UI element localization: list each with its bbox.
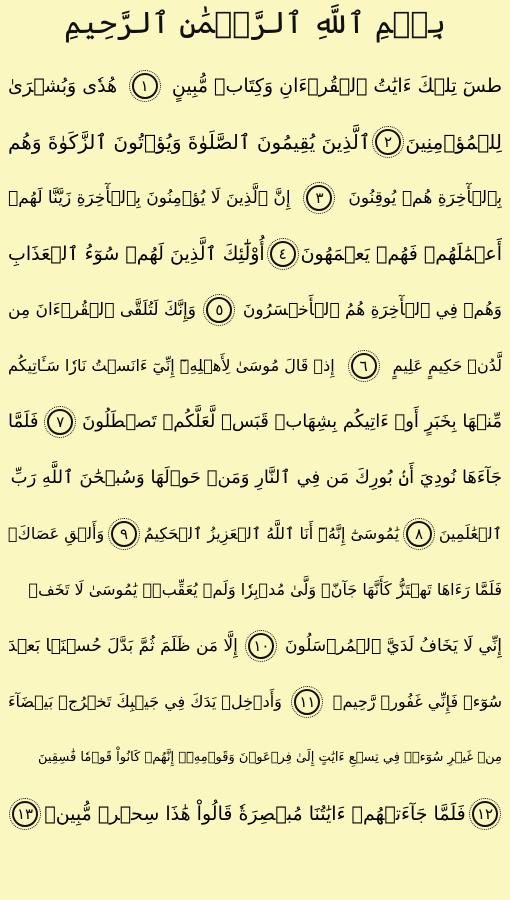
verse-text: مِّنۡهَا بِخَبَرٍ أَوۡ ءَاتِيكُم بِشِهَابٖ قَبَسٖ لَّعَلَّكُمۡ تَصۡطَلُونَ: [82, 411, 502, 432]
ayah-number-marker: ١١: [294, 689, 320, 715]
verse-text: ٱلَّذِينَ يُقِيمُونَ ٱلصَّلَوٰةَ وَيُؤۡتُونَ ٱلزَّكَوٰةَ وَهُم: [8, 130, 371, 154]
ayah-number-marker: ٥: [206, 297, 232, 323]
verse-line: [8, 730, 502, 786]
verse-text: فَلَمَّا جَآءَتۡهُمۡ ءَايَٰتُنَا مُبۡصِرَةٗ قَالُواْ هَٰذَا سِحۡرٞ مُّبِينٞ: [44, 803, 466, 825]
ayah-number-marker: ١٠: [248, 633, 274, 659]
verse-line: [8, 282, 502, 338]
basmala: بِسۡمِ ٱللَّهِ ٱلرَّحۡمَٰنِ ٱلرَّحِيمِ: [64, 6, 446, 41]
verse-text: إِنِّي لَا يَخَافُ لَدَيَّ ٱلۡمُرۡسَلُونَ: [285, 636, 502, 656]
page-header: [0, 0, 510, 48]
ayah-number-marker: ٧: [47, 409, 73, 435]
verse-text: وَأَلۡقِ عَصَاكَۚ: [8, 524, 105, 543]
ayah-number-marker: ٤: [270, 241, 296, 267]
ayah-number-marker: ٩: [111, 521, 137, 547]
verse-text: وَإِنَّكَ لَتُلَقَّى ٱلۡقُرۡءَانَ مِن: [8, 300, 196, 320]
verse-text: لَّدُنۡ حَكِيمٍ عَلِيمٍ: [392, 356, 502, 375]
verse-text: طسٓ تِلۡكَ ءَايَٰتُ ٱلۡقُرۡءَانِ وَكِتَابٖ مُّبِينٍ: [171, 75, 502, 97]
verse-line: [8, 394, 502, 450]
verse-text: أُوْلَٰٓئِكَ ٱلَّذِينَ لَهُمۡ سُوٓءُ ٱلۡعَذَابِ: [8, 243, 265, 265]
verse-text: إِنَّ ٱلَّذِينَ لَا يُؤۡمِنُونَ بِٱلۡأٓخِرَةِ زَيَّنَّا لَهُمۡ: [8, 188, 291, 208]
ayah-number-marker: ٦: [351, 353, 377, 379]
verse-text: إِلَّا مَن ظَلَمَ ثُمَّ بَدَّلَ حُسۡنَۢا بَعۡدَ: [8, 636, 238, 656]
ayah-number-marker: ٨: [406, 521, 432, 547]
verse-line: [8, 338, 502, 394]
verse-text: مِنۡ غَيۡرِ سُوٓءٖۖ فِي تِسۡعِ ءَايَٰتٍ إِلَىٰ فِرۡعَوۡنَ وَقَوۡمِهِۦٓۚ إِنَّهُمۡ كَانُواْ قَوۡمٗا فَٰسِقِينَ: [38, 750, 502, 765]
verse-text: لِلۡمُؤۡمِنِينَ: [405, 130, 502, 154]
verse-line: [8, 562, 502, 618]
ayah-number-marker: ١٣: [12, 801, 38, 827]
verse-line: [8, 506, 502, 562]
verse-lines: [8, 58, 502, 894]
verse-text: فَلَمَّا رَءَاهَا تَهۡتَزُّ كَأَنَّهَا جَآنّٞ وَلَّىٰ مُدۡبِرٗا وَلَمۡ يُعَقِّبۡۚ يَٰمُوسَىٰ لَا تَخَفۡ: [28, 580, 502, 599]
verse-text: وَأَدۡخِلۡ يَدَكَ فِي جَيۡبِكَ تَخۡرُجۡ بَيۡضَآءَ: [8, 692, 282, 711]
ayah-number-marker: ١٢: [472, 801, 498, 827]
verse-text: سُوٓءٖ فَإِنِّي غَفُورٞ رَّحِيمٞ: [332, 692, 502, 711]
verse-line: [8, 114, 502, 170]
verse-line: [8, 226, 502, 282]
verse-text: بِٱلۡأٓخِرَةِ هُمۡ يُوقِنُونَ: [348, 188, 502, 208]
verse-line: [8, 618, 502, 674]
verse-line: [8, 674, 502, 730]
verse-line: [8, 58, 502, 114]
verse-text: جَآءَهَا نُودِيَ أَنۢ بُورِكَ مَن فِي ٱلنَّارِ وَمَنۡ حَوۡلَهَا وَسُبۡحَٰنَ ٱللَّهِ رَبِّ: [10, 467, 502, 488]
verse-line: [8, 450, 502, 506]
verse-text: فَلَمَّا: [8, 411, 39, 432]
ayah-number-marker: ١: [132, 73, 158, 99]
verse-text: يَٰمُوسَىٰٓ إِنَّهُۥٓ أَنَا ٱللَّهُ ٱلۡعَزِيزُ ٱلۡحَكِيمُ: [143, 524, 400, 543]
verse-text: أَعۡمَٰلَهُمۡ فَهُمۡ يَعۡمَهُونَ: [300, 243, 502, 265]
verse-text: وَهُمۡ فِي ٱلۡأٓخِرَةِ هُمُ ٱلۡأَخۡسَرُونَ: [242, 300, 502, 320]
verse-text: إِذۡ قَالَ مُوسَىٰ لِأَهۡلِهِۦٓ إِنِّيٓ ءَانَسۡتُ نَارٗا سَـَٔاتِيكُم: [8, 356, 335, 375]
verse-text: ٱلۡعَٰلَمِينَ: [438, 524, 502, 543]
ayah-number-marker: ٢: [375, 129, 401, 155]
verse-line: [8, 170, 502, 226]
verse-line: [8, 786, 502, 842]
verse-text: هُدٗى وَبُشۡرَىٰ: [8, 75, 118, 97]
ayah-number-marker: ٣: [306, 185, 332, 211]
